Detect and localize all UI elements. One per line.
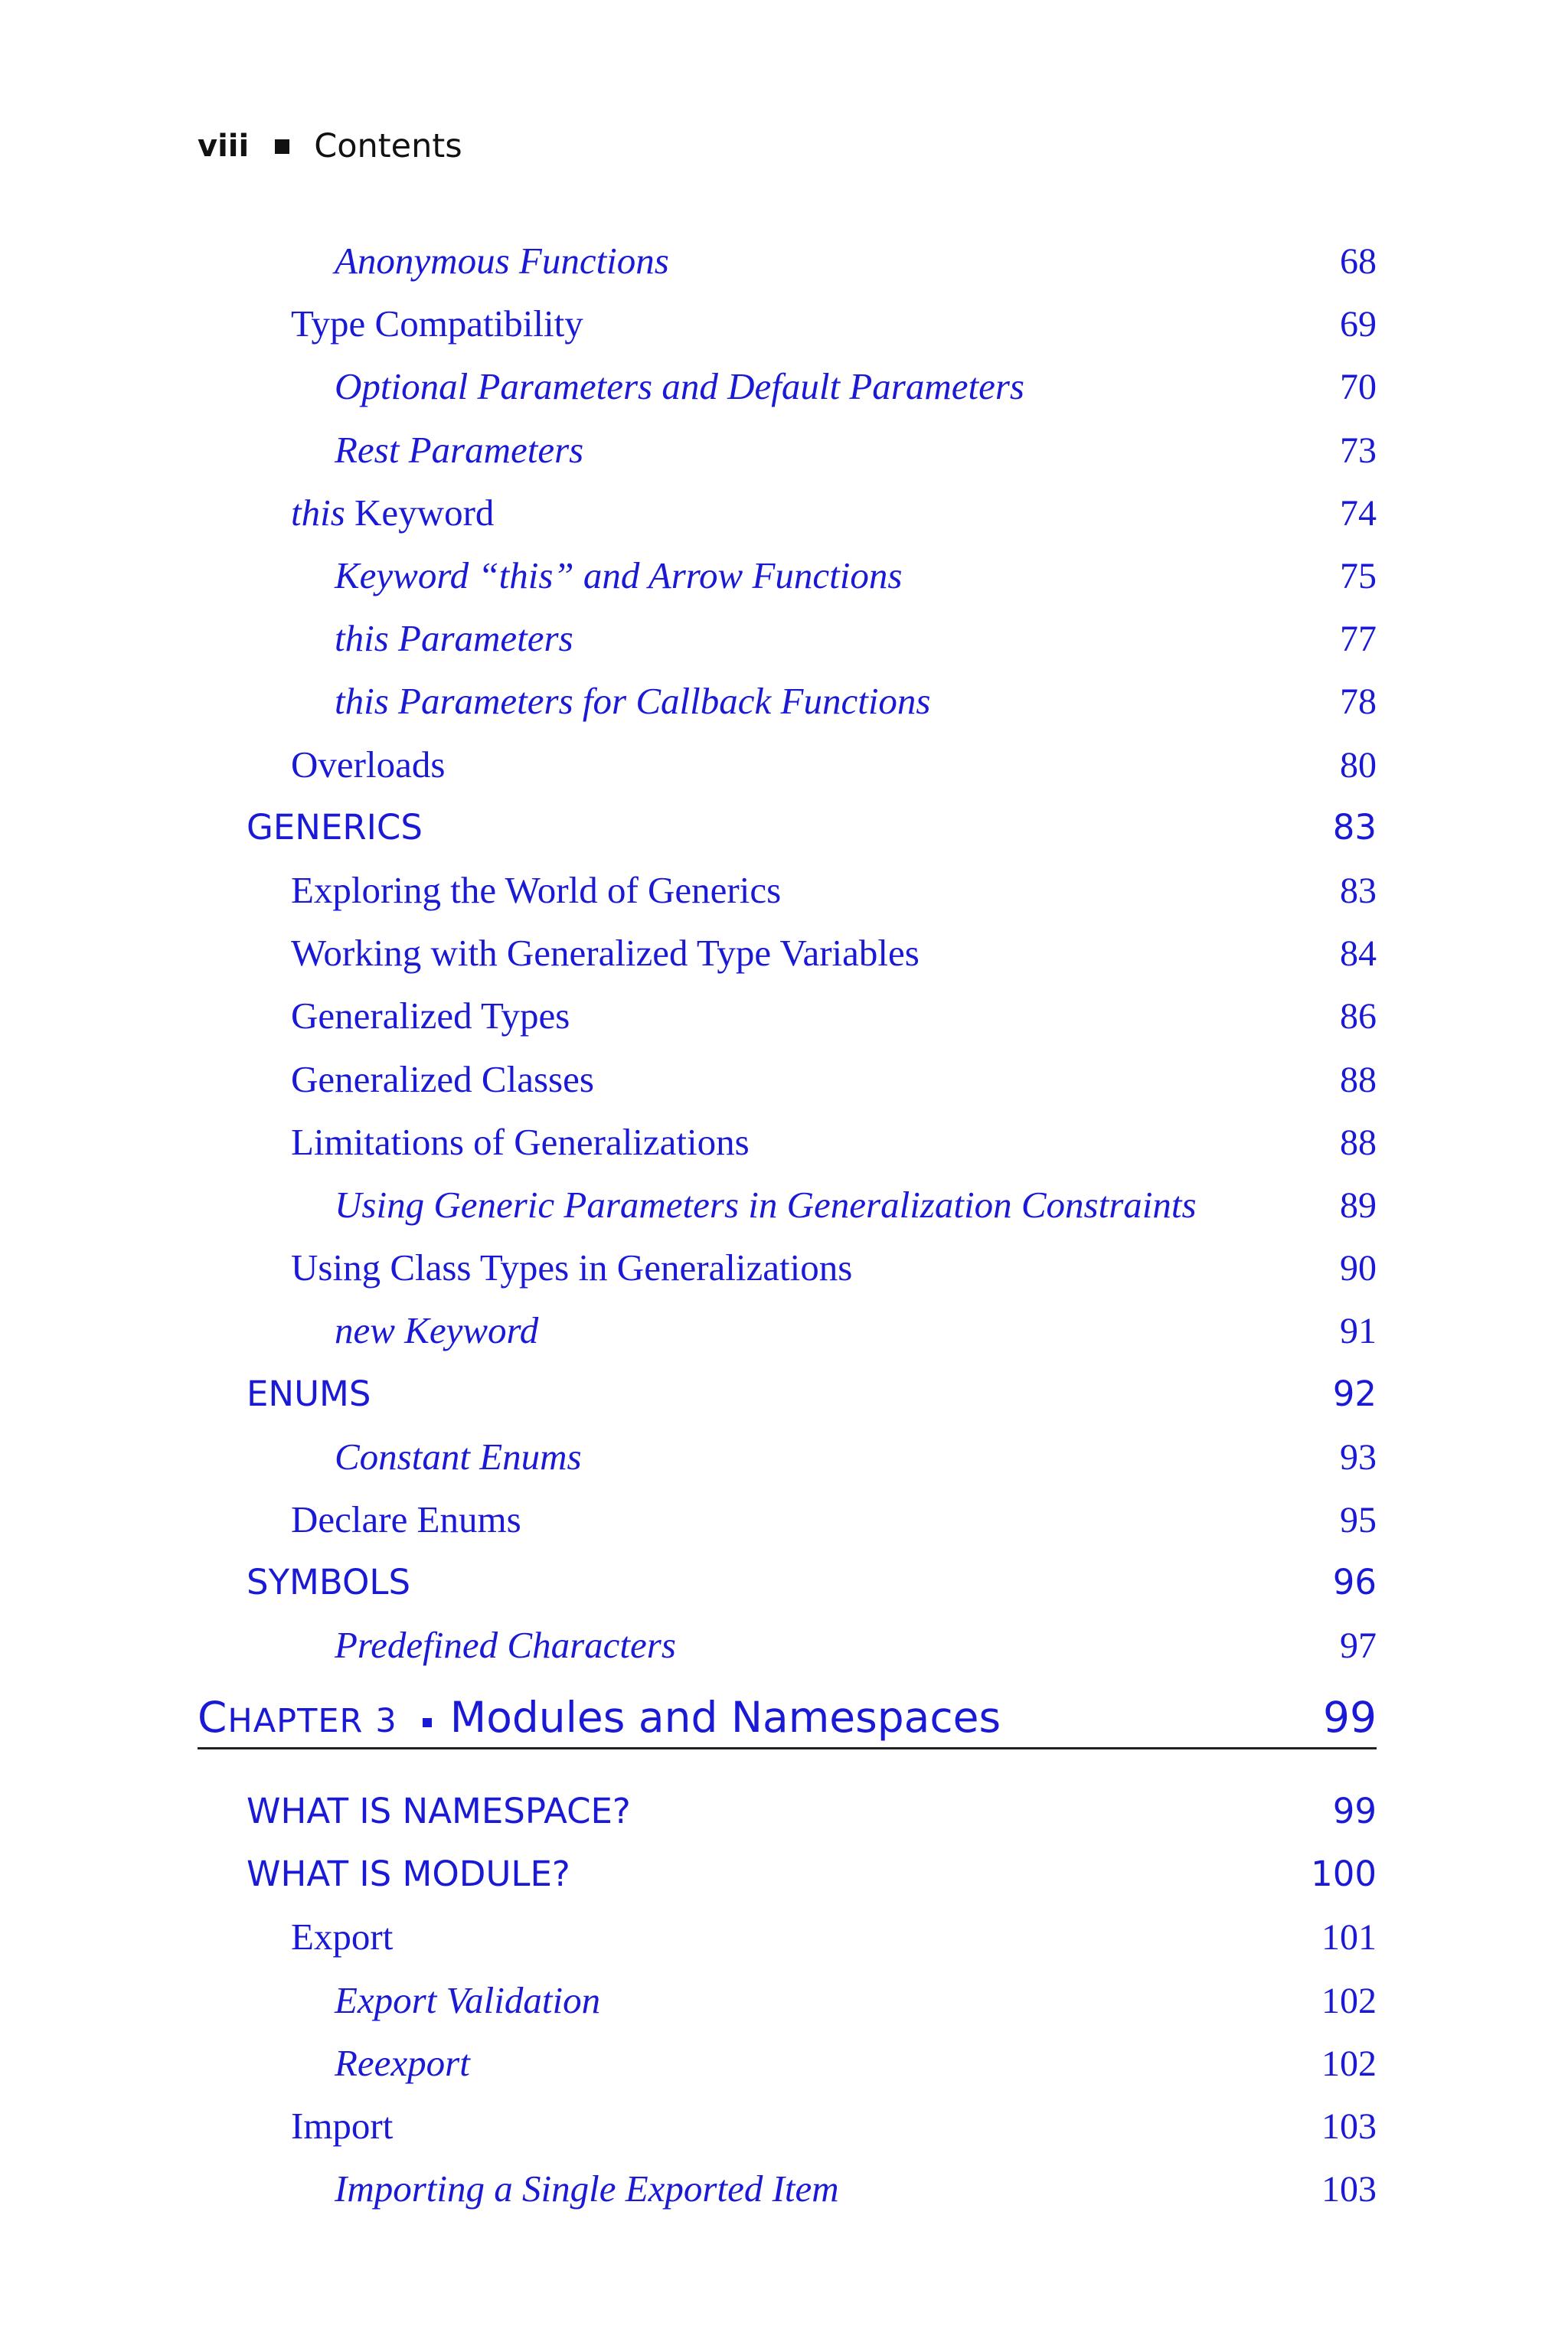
toc-entry[interactable] — [335, 2033, 1377, 2094]
toc-entry-page: 84 — [1340, 933, 1377, 975]
chapter-title: Modules and Namespaces — [449, 1693, 1001, 1742]
toc-entry-title: Optional Parameters and Default Parameters — [335, 365, 1024, 408]
square-bullet-icon — [275, 139, 289, 154]
toc-entry-title: Keyword “this” and Arrow Functions — [335, 554, 903, 596]
toc-entry[interactable] — [291, 1489, 1377, 1550]
toc-entry-page: 75 — [1340, 556, 1377, 596]
toc-entry[interactable] — [335, 1174, 1377, 1236]
toc-entry[interactable] — [291, 923, 1377, 984]
toc-entry[interactable] — [291, 1906, 1377, 1968]
chapter-page-number: 99 — [1323, 1693, 1377, 1742]
chapter-bullet-icon — [423, 1718, 432, 1727]
toc-entry-title: Reexport — [335, 2041, 470, 2084]
toc-entry[interactable] — [247, 1552, 1377, 1613]
chapter-label: CHAPTER — [198, 1693, 364, 1742]
toc-entry-page: 95 — [1340, 1500, 1377, 1540]
header-page-number: viii — [198, 129, 250, 164]
toc-entry[interactable] — [291, 293, 1377, 354]
toc-entry-page: 78 — [1340, 681, 1377, 723]
toc-entry-title: Predefined Characters — [335, 1624, 676, 1667]
toc-entry[interactable] — [291, 734, 1377, 795]
toc-entry-page: 102 — [1321, 1980, 1377, 2021]
toc-entry-page: 80 — [1340, 744, 1377, 786]
toc-entry-page: 92 — [1332, 1373, 1377, 1414]
toc-entry-title: Using Generic Parameters in Generalization Constraints — [335, 1184, 1197, 1226]
toc-entry-title: Anonymous Functions — [335, 240, 669, 282]
toc-entry[interactable] — [335, 1615, 1377, 1676]
toc-entry[interactable] — [291, 1112, 1377, 1173]
toc-entry-page: 96 — [1332, 1562, 1377, 1603]
toc-entry-title: Generalized Types — [291, 995, 570, 1037]
toc-entry-title: Working with Generalized Type Variables — [291, 932, 920, 975]
toc-entry-page: 68 — [1340, 241, 1377, 282]
toc-entry-page: 103 — [1321, 2106, 1377, 2147]
running-header — [198, 127, 462, 165]
toc-entry-page: 88 — [1340, 1122, 1377, 1163]
toc-entry[interactable] — [291, 1049, 1377, 1110]
toc-entry-title: Generalized Classes — [291, 1057, 594, 1100]
toc-entry[interactable] — [335, 420, 1377, 481]
toc-entry-title: Using Class Types in Generalizations — [291, 1246, 853, 1289]
toc-entry-title: Export — [291, 1916, 394, 1958]
toc-entry-page: 90 — [1340, 1248, 1377, 1289]
toc-entry-title: Importing a Single Exported Item — [335, 2167, 839, 2210]
toc-entry-title: WHAT IS NAMESPACE? — [247, 1791, 631, 1831]
chapter-heading[interactable] — [198, 1690, 1377, 1749]
toc-entry[interactable] — [291, 2096, 1377, 2157]
toc-entry[interactable] — [247, 797, 1377, 858]
toc-entry-page: 103 — [1321, 2169, 1377, 2210]
toc-entry[interactable] — [291, 482, 1377, 544]
toc-entry[interactable] — [335, 545, 1377, 606]
chapter-number: 3 — [375, 1702, 397, 1740]
toc-entry[interactable] — [335, 230, 1377, 292]
toc-entry-page: 99 — [1332, 1791, 1377, 1831]
toc-entry-title: Limitations of Generalizations — [291, 1120, 750, 1163]
toc-entry-page: 74 — [1340, 492, 1377, 534]
toc-entry-title: Exploring the World of Generics — [291, 869, 782, 911]
toc-entry-title: Type Compatibility — [291, 302, 583, 345]
toc-entry[interactable] — [247, 1364, 1377, 1425]
toc-entry-title: Constant Enums — [335, 1435, 582, 1478]
toc-entry-title: this Keyword — [291, 491, 495, 534]
toc-entry-title: new Keyword — [335, 1309, 539, 1352]
toc-entry[interactable] — [291, 860, 1377, 921]
toc-entry-page: 70 — [1340, 367, 1377, 408]
toc-entry-page: 86 — [1340, 996, 1377, 1037]
toc-entry-page: 100 — [1311, 1854, 1377, 1895]
toc-entry-page: 88 — [1340, 1059, 1377, 1100]
toc-entry-page: 89 — [1340, 1185, 1377, 1226]
toc-entry-title: this Parameters — [335, 617, 573, 660]
toc-entry[interactable] — [335, 1970, 1377, 2031]
toc-entry-title: this Parameters for Callback Functions — [335, 680, 931, 723]
toc-entry[interactable] — [247, 1844, 1377, 1905]
toc-entry-page: 83 — [1340, 871, 1377, 911]
toc-entry[interactable] — [247, 1781, 1377, 1842]
toc-entry[interactable] — [291, 985, 1377, 1047]
toc-entry-title: Export Validation — [335, 1978, 601, 2021]
toc-entry[interactable] — [335, 356, 1377, 417]
toc-entry[interactable] — [335, 1300, 1377, 1361]
toc-entry-title: Declare Enums — [291, 1498, 521, 1540]
toc-entry[interactable] — [335, 1426, 1377, 1488]
toc-entry-page: 97 — [1340, 1625, 1377, 1667]
toc-entry-page: 93 — [1340, 1436, 1377, 1478]
toc-entry[interactable] — [335, 608, 1377, 669]
toc-entry-page: 77 — [1340, 619, 1377, 660]
toc-entry-page: 101 — [1321, 1917, 1377, 1958]
toc-entry-page: 102 — [1321, 2043, 1377, 2084]
toc-entry-title: Overloads — [291, 743, 446, 786]
toc-entry-page: 69 — [1340, 304, 1377, 345]
toc-entry-title: WHAT IS MODULE? — [247, 1854, 570, 1895]
toc-entry-title: GENERICS — [247, 806, 423, 848]
toc-entry-title: SYMBOLS — [247, 1562, 411, 1603]
toc-entry-title: Rest Parameters — [335, 428, 584, 471]
toc-entry-title: ENUMS — [247, 1373, 371, 1414]
toc-entry-page: 73 — [1340, 430, 1377, 471]
toc-entry-page: 83 — [1332, 806, 1377, 848]
toc-entry-page: 91 — [1340, 1311, 1377, 1352]
toc-entry-title: Import — [291, 2105, 394, 2147]
toc-entry[interactable] — [335, 2158, 1377, 2220]
toc-entry[interactable] — [335, 671, 1377, 732]
header-title: Contents — [314, 127, 462, 165]
toc-entry[interactable] — [291, 1237, 1377, 1298]
